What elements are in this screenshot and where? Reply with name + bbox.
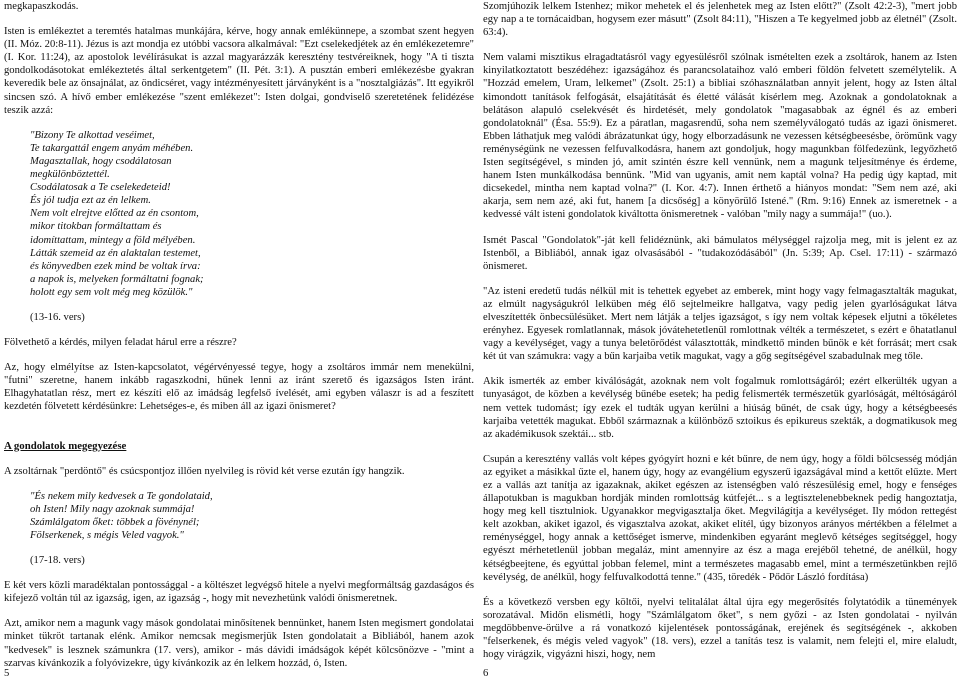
paragraph: Csupán a keresztény vallás volt képes gyógyírt hozni e két bűnre, de nem úgy, hogy a földi bölcsesség módján az egyiket a másikkal űzte el, hanem úgy, hogy az evangélium egyszerű igazságával mind a kettőt elűzte. Mert ez a vallás azt tanítja az igazaknak, akiket egészen az istenségben való részesülésig emel, hogy e fenséges állapotukban is magukban hordják minden romlottság kútfejét... s a legtisztelenebbeknek pedig hangoztatja, hogy meg kell tisztulniok. Ugyanakkor megvigasztalja őket. Megvilágítja a kevélységet. Ily módon rettegést kelt azokban, akiket igazol, és vigasztalva azokat, akiket elítél, úgy bizonyos arányos mértékben a félelmet a reménységgel, hogy annak a kettőséget ismerve, mindenkiben egyaránt meglevő kétséges segítséggel, hogy egyészt mérhetetlenül jobban megaláz, mint amennyire az ész a maga erejéből tehetné, de anélkül, hogy kétségbeejtene, és egyúttal jobban felemel, mint a természetes magasabb emel, mint a természetünkben rejlő kevélység, de anélkül, hogy felfuvalkodottá tenne." (435, töredék - Pődör László fordítása) xyxy=(483,453,957,583)
right-page-column xyxy=(483,0,957,673)
poem-line: és könyvedben ezek mind be voltak írva: xyxy=(30,260,201,272)
paragraph: Az, hogy elmélyítse az Isten-kapcsolatot, végérvényessé tegye, hogy a zsoltáros immár nem menekülni, "futni" szeretne, hanem inkább ragaszkodni, hűnek lenni az iránt szerető és igazságos Isten iránt. Elhagyhatatlan rész, mert ez készíti elő az imádság legfelső ívelését, ami egyben válaszr is ad a feszített kezdetén fölvetett kérdésünkre: Lehetséges-e, és miben áll az igazi önismeret? xyxy=(4,362,474,413)
psalm-quote-block xyxy=(30,129,474,299)
poem-line: Fölserkenek, s mégis Veled vagyok." xyxy=(30,530,184,541)
poem-line: Számlálgatom őket: többek a fövénynél; xyxy=(30,516,200,528)
poem-line: mikor titokban formáltattam és xyxy=(30,221,162,233)
paragraph: "Az isteni eredetű tudás nélkül mit is tehettek egyebet az emberek, mint hogy vagy felmagasztalták magukat, az elmúlt nagyságukról lelküben még élő sejtelmeikre hallgatva, vagy pedig jelen gyarlóságukat látva elveszítették önbecsülésüket. Mert nem látják a teljes igazságot, s így nem voltak képesek eljutni a tökéletes erényhez. Egyesek romlatlannak, mások jóvátehetetlenül romlottnak vélték a természetet, s ezért e ôhatatlanul vagy a kevélységet, vagy a tunya beletörődést választották, mindkettő minden bűnök e két forrását; mert csak két út van számukra: vagy a bűn karjaiba vetik magukat, vagy a gőg segítségével szabadulnak meg tőle. xyxy=(483,285,957,363)
poem-line: Magasztallak, hogy csodálatosan xyxy=(30,155,172,167)
verse-reference: (13-16. vers) xyxy=(30,311,85,323)
paragraph: Azt, amikor nem a magunk vagy mások gondolatai minősítenek bennünket, hanem Isten megismert gondolatai minket tükröt tartanak elénk. Amikor nemcsak megismerjük Isten gondolatait a Bibliából, hanem azok "kedvesek" is lesznek számunkra (17. vers), amikor - más dávidi imádságok képét kölcsönözve - "mint a szarvas kívánkozik a folyóvizekre, úgy kívánkozik az én lelkem hozzád, ó, Isten. xyxy=(4,618,474,669)
paragraph: Isten is emlékeztet a teremtés hatalmas munkájára, kérve, hogy annak emlékünnepe, a szombat szent hegyen (II. Móz. 20:8-11). Jézus is azt mondja ez utóbbi vacsora alkalmával: "Ezt cselekedjétek az én emlékezetemre" (I. Kor. 11:24), az apostolok levélírásukat is azzal magyarázzák keresztény testvéreiknek, hogy "A ti tiszta gondolkodásotokat emlékeztetés által serkentgetem" (II. Pét. 3:1). A pusztán emberi emlékezésbe gyakran keveredik bele az önsajnálat, az öndicséret, vagy intézményesített járványként is a "nosztalgiázás". Itt egyikről sincsen szó. A hívő ember emlékezése "szent emlékezet": Isten dolgai, gondviselő szeretetének felidézése teszik azzá: xyxy=(4,26,474,116)
poem-line: holott egy sem volt még meg közülök." xyxy=(30,286,193,298)
page-number-left: 5 xyxy=(4,668,10,679)
poem-line: "Bizony Te alkottad veséimet, xyxy=(30,129,155,141)
poem-line: megkülönböztettél. xyxy=(30,169,110,181)
paragraph: Fölvethető a kérdés, milyen feladat hárul erre a részre? xyxy=(4,337,237,349)
poem-line: a napok is, melyeken formáltatni fognak; xyxy=(30,273,204,285)
paragraph: A zsoltárnak "perdöntő" és csúcspontjoz illően nyelvileg is rövid két verse ezután így hangzik. xyxy=(4,465,405,477)
paragraph: Nem valami misztikus elragadtatásról vagy egyesülésről szólnak ismételten ezek a zsoltárok, hanem az Isten kinyilatkoztatott beszédéhez: igazságához és parancsolataihoz való emberi földön felvetett személytelik. A "Hozzád emelem, Uram, lelkemet" (Zsolt. 25:1) a bibliai szóhasználatban annyit jelent, hogy az Isten által kimondott tanítások felfogását, elsajátítását és életté válását kísérlem meg. Azoknak a gondolatoknak a belátáson alapuló cselekvését és hirdetését, mely gondolatok "magasabbak az égnél és az emberi gondolatoknál" (Ésa. 55:9). Ez a páratlan, magasrendű, soha nem személyválogató tudás az igazi önismeret. Ebben láthatjuk meg valódi ábrázatunkat úgy, hogy elborzadásunk ne vezessen kétségbeesésbe, örömünk vagy reménységünk ne vezessen felfuvalkodásra, hanem azt gondoljuk, hogy magunkban fölfedezünk, legyőzhető Isten segítségével, s minden jó, amit szintén észre kell vennünk, nem a magunk teljesítménye és érdeme, hanem Isten munkálkodása bennünk. "Mid van ugyanis, amit nem kaptál volna? Ha pedig úgy kaptad, mit dicsekedel, mintha nem kaptad volna?" (I. Kor. 4:7). Innen érthető a hiányos mondat: "Sem nem azé, aki akarja, sem nem azé, aki fut, hanem [a dicsőség] a könyörülő Istené." (Rm. 9:16) Ennek az ismeretnek - a kedvessé vált isteni gondolatok kiváltotta önismeretnek - valóban "mily nagy a summája!" (uo.). xyxy=(483,52,957,221)
paragraph: E két vers közli maradéktalan pontossággal - a költészet legvégső hitele a nyelvi megformáltság gazdaságos és kifejező voltán túl az igazság, igen, az igazság -, hogy mit nevezhetünk valódi önismeretnek. xyxy=(4,580,474,605)
verse-reference: (17-18. vers) xyxy=(30,555,85,567)
page-number-right: 6 xyxy=(483,668,489,679)
psalm-quote-block xyxy=(30,490,474,542)
poem-line: Te takargattál engem anyám méhében. xyxy=(30,142,194,154)
paragraph: És a következő versben egy költői, nyelvi telitalálat által újra egy megerősítés folytatódik a tünemények sorozatával. Midőn elismétli, hogy "Számlálgatom őket", s nem győzi - az Isten gondolatai - nyilván megdöbbenve-örülve a rá vonatkozó kijelentések pontosságának, erejének és segítségének -, akkoben "felserkenek, és mégis veled vagyok" (18. vers), ezzel a tanítás tesz is valamit, nem felejti el, mire elaludt, hogy virágzik, vigyázni hiszi, hogy, nem xyxy=(483,596,957,661)
poem-line: idomíttattam, mintegy a föld mélyében. xyxy=(30,234,196,246)
poem-line: Csodálatosak a Te cselekedeteid! xyxy=(30,182,171,194)
left-page-column xyxy=(4,0,474,682)
poem-line: Nem volt elrejtve előtted az én csontom, xyxy=(30,208,199,220)
paragraph: Szomjúhozik lelkem Istenhez; mikor mehetek el és jelenhetek meg az Isten előtt?" (Zsolt 42:2-3), "mert jobb egy nap a te tornácaidban, hogysem ezer másutt" (Zsolt 84:11), "Hiszen a Te kegyelmed jobb az életnél" (Zsolt. 63:4). xyxy=(483,1,957,39)
paragraph: Akik ismerték az ember kiválóságát, azoknak nem volt fogalmuk romlottságáról; ezért elkerülték ugyan a tunyaságot, de közben a kevélység bűnébe esetek; ha pedig felismerték természetük gyarlóságát, méltóságáról nem vettek tudomást; így ezek el tudták ugyan kerülni a hiúság bűnét, de csak úgy, hogy a kétségbeesés karjaiba vetették magukat. Ebből származnak a különböző sztoikus és epikureus szekták, a dogmatikusok meg az akadémikusok szektái... stb. xyxy=(483,376,957,440)
poem-line: "És nekem mily kedvesek a Te gondolataid, xyxy=(30,490,213,502)
section-heading: A gondolatok megegyezése xyxy=(4,439,127,452)
poem-line: És jól tudja ezt az én lelkem. xyxy=(30,195,151,207)
poem-line: Látták szemeid az én alaktalan testemet, xyxy=(30,247,201,259)
paragraph: Ismét Pascal "Gondolatok"-ját kell felidéznünk, aki bámulatos mélységgel rajzolja meg, mit is jelent ez az Istenből, a Bibliából, annak igaz olvasásából - "tudakozódásából" (Jn. 5:39; Ap. Csel. 17:11) - származó önismeret. xyxy=(483,234,957,272)
poem-line: oh Isten! Mily nagy azoknak summája! xyxy=(30,503,195,515)
paragraph: megkapaszkodás. xyxy=(4,1,79,12)
